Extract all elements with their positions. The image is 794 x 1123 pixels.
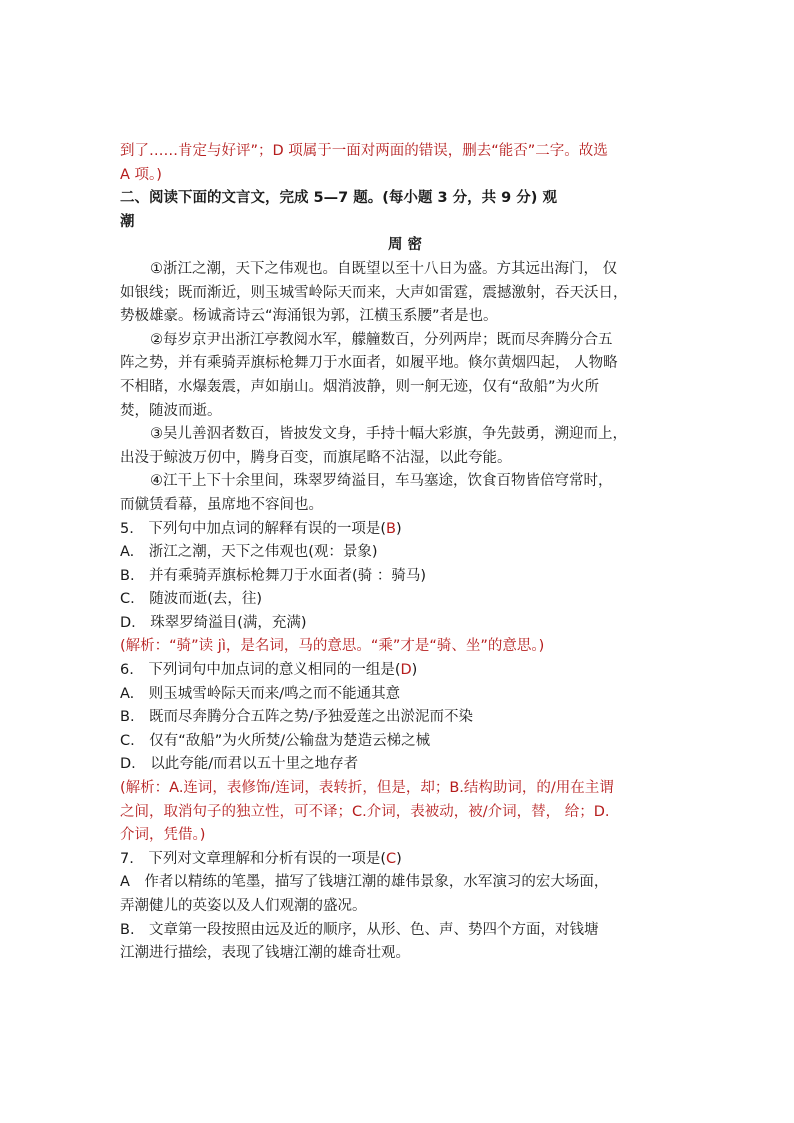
question-7-answer: C xyxy=(386,850,397,867)
previous-answer-line-1: 到了……肯定与好评”；D 项属于一面对两面的错误，删去“能否”二字。故选 xyxy=(120,143,608,159)
question-5-answer: B xyxy=(386,520,396,537)
question-6-option-c: C. 仅有“敌船”为火所焚/公输盘为楚造云梯之械 xyxy=(120,732,431,749)
paragraph-2-line-2: 阵之势，并有乘骑弄旗标枪舞刀于水面者，如履平地。倏尔黄烟四起， 人物略 xyxy=(120,355,618,372)
question-7-option-a-line-1: A 作者以精练的笔墨，描写了钱塘江潮的雄伟景象，水军演习的宏大场面， xyxy=(120,874,609,891)
question-7-text: 7. 下列对文章理解和分析有误的一项是( xyxy=(120,850,386,867)
previous-answer-line-2: A 项。) xyxy=(120,166,162,183)
question-5-option-b: B. 并有乘骑弄旗标枪舞刀于水面者(骑 ：骑马) xyxy=(120,567,426,584)
question-6-option-b: B. 既而尽奔腾分合五阵之势/予独爱莲之出淤泥而不染 xyxy=(120,709,473,726)
question-7-option-b-line-2: 江潮进行描绘，表现了钱塘江潮的雄奇壮观。 xyxy=(120,945,410,962)
paragraph-3-line-1: ③吴儿善泅者数百，皆披发文身，手持十幅大彩旗，争先鼓勇，溯迎而上， xyxy=(150,426,627,443)
question-6-stem xyxy=(120,659,690,683)
paragraph-4-line-1: ④江干上下十余里间，珠翠罗绮溢目，车马塞途，饮食百物皆倍穹常时， xyxy=(150,473,613,490)
question-5-close: ) xyxy=(395,520,402,537)
paragraph-3-line-2: 出没于鲸波万仞中，腾身百变，而旗尾略不沾湿，以此夸能。 xyxy=(120,449,512,466)
paragraph-4-line-2: 而僦赁看幕，虽席地不容间也。 xyxy=(120,496,323,513)
question-5-option-c: C. 随波而逝(去，往) xyxy=(120,591,263,608)
question-6-analysis-line-1: (解析：A.连词，表修饰/连词，表转折，但是，却；B.结构助词，的/用在主谓 xyxy=(120,780,614,797)
question-6-analysis-line-2: 之间，取消句子的独立性，可不译；C.介词，表被动，被/介词，替， 给；D. xyxy=(120,803,610,820)
question-6-answer: D xyxy=(400,662,412,679)
paragraph-1-line-3: 势极雄豪。杨诚斋诗云“海涌银为郭，江横玉系腰”者是也。 xyxy=(120,308,498,325)
question-6-text: 6. 下列词句中加点词的意义相同的一组是( xyxy=(120,662,401,679)
article-author: 周 密 xyxy=(387,237,423,254)
question-7-option-a-line-2: 弄潮健儿的英姿以及人们观潮的盛况。 xyxy=(120,898,367,914)
question-7-option-b-line-1: B. 文章第一段按照由远及近的顺序，从形、色、声、势四个方面，对钱塘 xyxy=(120,921,599,938)
document-page xyxy=(120,140,690,966)
question-7-stem xyxy=(120,848,690,872)
section-heading: 二、阅读下面的文言文，完成 5—7 题。(每小题 3 分，共 9 分) 观 xyxy=(120,190,557,207)
question-7-close: ) xyxy=(396,850,402,867)
question-6-option-d: D. 以此夸能/而君以五十里之地存者 xyxy=(120,756,359,773)
question-6-option-a: A. 则玉城雪岭际天而来/鸣之而不能通其意 xyxy=(120,685,401,702)
question-5-option-d: D. 珠翠罗绮溢目(满，充满) xyxy=(120,614,307,631)
question-6-close: ) xyxy=(411,662,418,679)
paragraph-1-line-2: 如银线；既而渐近，则玉城雪岭际天而来，大声如雷霆，震撼激射，吞天沃日， xyxy=(120,284,628,301)
question-5-text: 5. 下列句中加点词的解释有误的一项是( xyxy=(120,520,386,537)
question-5-analysis: (解析：“骑”读 jì，是名词，马的意思。“乘”才是“骑、坐”的意思。) xyxy=(120,638,545,655)
paragraph-2-line-4: 焚，随波而逝。 xyxy=(120,402,222,419)
question-5-option-a: A. 浙江之潮，天下之伟观也(观：景象) xyxy=(120,544,378,561)
paragraph-2-line-3: 不相睹，水爆轰震，声如崩山。烟消波静，则一舸无迹，仅有“敌船”为火所 xyxy=(120,378,600,395)
question-5-stem xyxy=(120,518,690,542)
paragraph-2-line-1: ②每岁京尹出浙江亭教阅水军，艨艟数百，分列两岸；既而尽奔腾分合五 xyxy=(150,331,613,348)
question-6-analysis-line-3: 介词，凭借。) xyxy=(120,827,206,844)
article-title: 潮 xyxy=(120,213,135,230)
paragraph-1-line-1: ①浙江之潮，天下之伟观也。自既望以至十八日为盛。方其远出海门， 仅 xyxy=(150,260,618,277)
